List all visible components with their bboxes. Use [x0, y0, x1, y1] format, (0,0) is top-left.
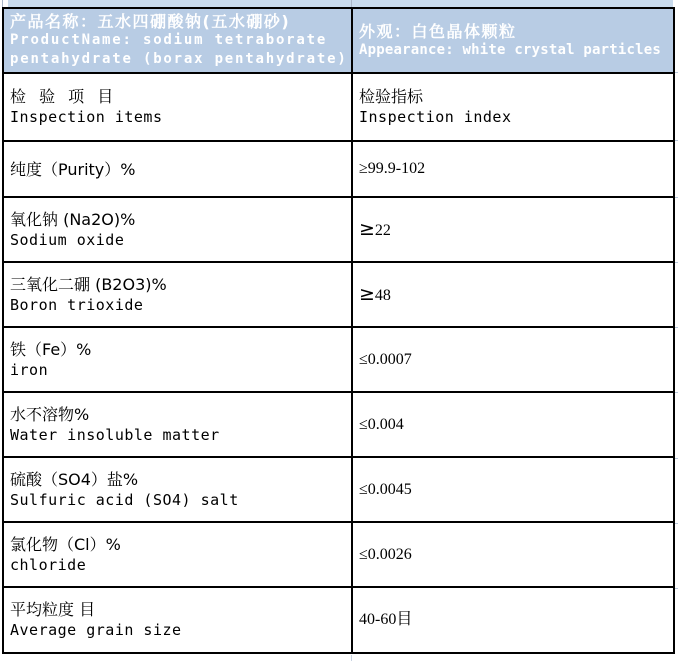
bottom-margin-gridline: [351, 655, 352, 661]
row-label-zh: 氯化物（Cl）%: [10, 534, 121, 554]
row-label-cell: [3, 141, 352, 197]
inspection-index-en: Inspection index: [359, 108, 512, 126]
appearance-en: Appearance: white crystal particles: [359, 41, 662, 58]
row-value: ≤0.0045: [359, 480, 412, 498]
row-value: ≤0.0026: [359, 545, 412, 563]
row-value-cell: [352, 327, 674, 392]
row-label-cell: [3, 587, 352, 653]
row-label-cell: [3, 522, 352, 587]
spec-row-chloride: [3, 522, 674, 587]
spec-row-grain-size: [3, 587, 674, 653]
inspection-items-zh: 检 验 项 目: [10, 87, 118, 106]
product-name-cell: [3, 8, 352, 73]
row-label-cell: [3, 392, 352, 457]
product-name-zh: 产品名称：五水四硼酸钠(五水硼砂): [10, 12, 291, 31]
row-label-en: Sulfuric acid (SO4) salt: [10, 490, 239, 509]
row-value: ≥99.9-102: [359, 160, 426, 177]
row-value-cell: [352, 587, 674, 653]
row-value-cell: [352, 197, 674, 262]
title-row: [3, 8, 674, 73]
row-label-en: Boron trioxide: [10, 295, 144, 314]
spec-row-water-insoluble: [3, 392, 674, 457]
row-label-cell: [3, 327, 352, 392]
row-label-zh: 水不溶物%: [10, 404, 90, 424]
row-value-cell: [352, 392, 674, 457]
row-label-cell: [3, 197, 352, 262]
row-label-en: Sodium oxide: [10, 230, 125, 249]
row-value: ≥22: [359, 217, 391, 240]
spec-table: [2, 7, 675, 654]
appearance-zh: 外观：白色晶体颗粒: [359, 21, 517, 41]
product-name-en-2: pentahydrate (borax pentahydrate): [10, 51, 348, 67]
inspection-items-cell: [3, 73, 352, 141]
appearance-cell: [352, 8, 674, 73]
row-label-en: chloride: [10, 555, 87, 574]
row-label-en: Water insoluble matter: [10, 425, 220, 444]
inspection-index-cell: [352, 73, 674, 141]
spec-row-sulfate: [3, 457, 674, 522]
row-label-cell: [3, 262, 352, 327]
row-label-zh: 氧化钠 (Na2O)%: [10, 209, 136, 229]
row-label-cell: [3, 457, 352, 522]
row-label-en: Average grain size: [10, 621, 182, 639]
row-label-zh: 硫酸（SO4）盐%: [10, 469, 139, 489]
row-value: ≥48: [359, 282, 391, 305]
row-value-cell: [352, 522, 674, 587]
row-value-cell: [352, 262, 674, 327]
row-value: 40-60目: [359, 611, 413, 628]
row-label-en: iron: [10, 360, 49, 379]
column-header-row: [3, 73, 674, 141]
row-value: ≤0.004: [359, 415, 404, 433]
row-label-zh: 铁（Fe）%: [10, 339, 92, 359]
product-name-en-1: ProductName: sodium tetraborate: [10, 32, 328, 48]
spec-row-sodium-oxide: [3, 197, 674, 262]
spec-row-iron: [3, 327, 674, 392]
row-value-cell: [352, 141, 674, 197]
inspection-items-en: Inspection items: [10, 108, 163, 126]
spec-row-purity: [3, 141, 674, 197]
inspection-index-zh: 检验指标: [359, 87, 424, 106]
row-label-zh: 纯度（Purity）%: [10, 159, 136, 179]
row-label-zh: 平均粒度 目: [10, 600, 96, 619]
row-value-cell: [352, 457, 674, 522]
row-label-zh: 三氧化二硼 (B2O3)%: [10, 274, 167, 294]
spec-row-boron-trioxide: [3, 262, 674, 327]
row-value: ≤0.0007: [359, 350, 412, 368]
